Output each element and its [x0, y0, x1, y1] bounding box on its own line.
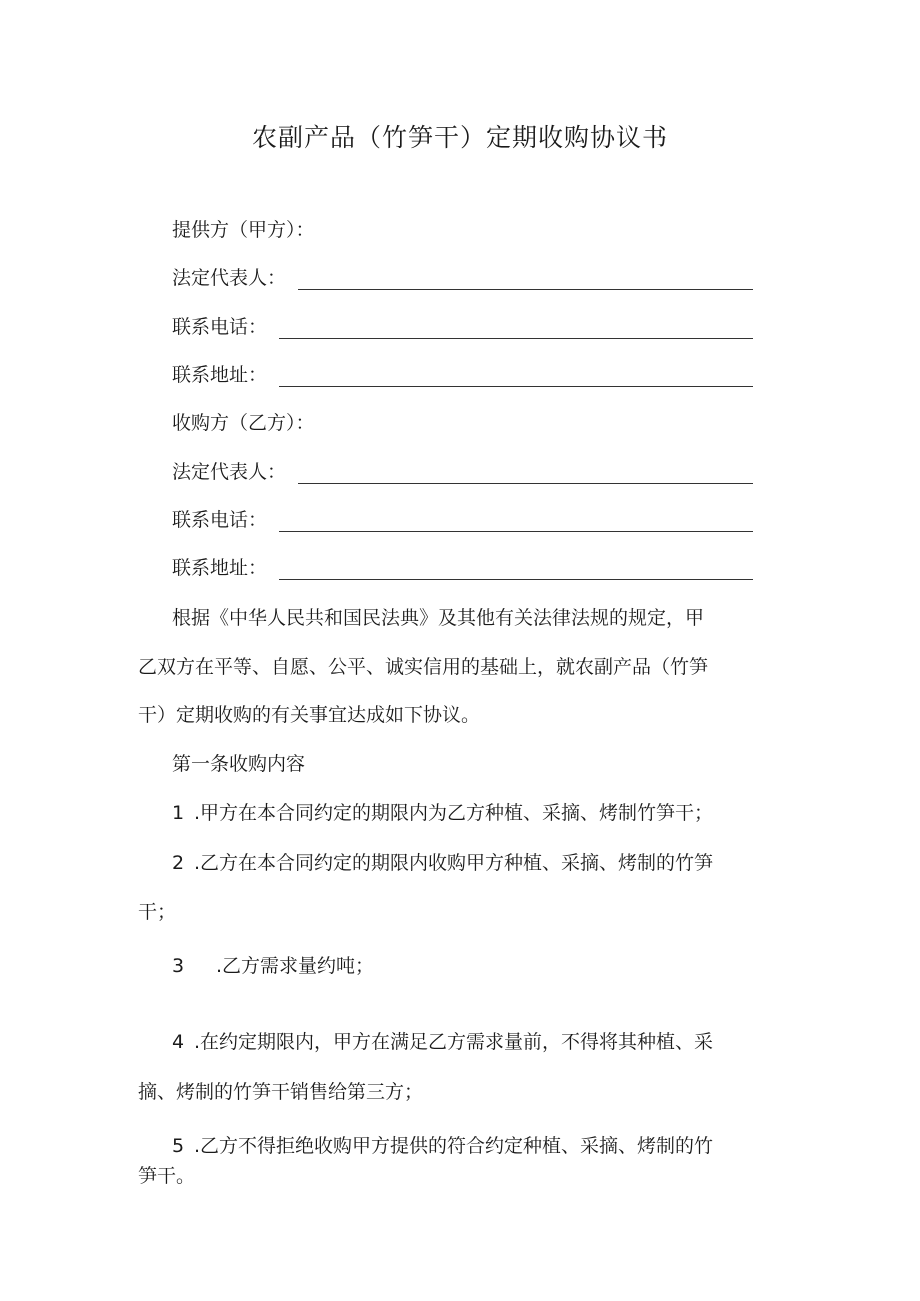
item-3-number: 3 — [172, 955, 185, 977]
item-1-number: 1 — [172, 802, 185, 824]
party-b-address-label: 联系地址： — [172, 557, 268, 579]
item-4-text-line-1: .在约定期限内，甲方在满足乙方需求量前，不得将其种植、采 — [194, 1031, 714, 1053]
party-b-rep-blank[interactable] — [298, 463, 753, 484]
party-a-address-field — [172, 363, 753, 387]
party-a-address-label: 联系地址： — [172, 364, 268, 386]
party-b-heading: 收购方（乙方）： — [172, 412, 315, 434]
article-1-item-3 — [172, 954, 374, 978]
party-a-rep-field — [172, 266, 753, 290]
item-3-text: .乙方需求量约吨； — [216, 955, 375, 977]
item-2-text-line-2: 干； — [138, 901, 177, 923]
party-b-rep-field — [172, 460, 753, 484]
item-5-text-line-1: .乙方不得拒绝收购甲方提供的符合约定种植、采摘、烤制的竹 — [194, 1135, 714, 1157]
party-a-heading: 提供方（甲方）： — [172, 219, 315, 241]
article-1-item-4 — [172, 1030, 713, 1054]
preamble-line-3: 干）定期收购的有关事宜达成如下协议。 — [138, 704, 481, 726]
item-5-number: 5 — [172, 1135, 185, 1157]
party-b-phone-field — [172, 508, 753, 532]
item-2-text-line-1: .乙方在本合同约定的期限内收购甲方种植、采摘、烤制的竹笋 — [194, 852, 714, 874]
article-1-item-2 — [172, 851, 713, 875]
item-4-text-line-2: 摘、烤制的竹笋干销售给第三方； — [138, 1081, 424, 1103]
party-a-rep-label: 法定代表人： — [172, 267, 287, 289]
preamble-line-2: 乙双方在平等、自愿、公平、诚实信用的基础上，就农副产品（竹笋 — [138, 656, 709, 678]
party-a-phone-blank[interactable] — [279, 318, 753, 339]
party-a-phone-label: 联系电话： — [172, 316, 268, 338]
party-a-phone-field — [172, 315, 753, 339]
party-b-rep-label: 法定代表人： — [172, 461, 287, 483]
party-a-rep-blank[interactable] — [298, 269, 753, 290]
preamble-line-1: 根据《中华人民共和国民法典》及其他有关法律法规的规定，甲 — [172, 607, 705, 629]
party-b-phone-blank[interactable] — [279, 511, 753, 532]
item-4-number: 4 — [172, 1031, 185, 1053]
party-a-address-blank[interactable] — [279, 366, 753, 387]
item-5-text-line-2: 笋干。 — [138, 1165, 196, 1187]
item-2-number: 2 — [172, 852, 185, 874]
party-b-address-blank[interactable] — [279, 559, 753, 580]
party-b-phone-label: 联系电话： — [172, 509, 268, 531]
document-title: 农副产品（竹笋干）定期收购协议书 — [251, 123, 668, 152]
article-1-item-5 — [172, 1134, 713, 1158]
article-1-item-1 — [172, 801, 713, 825]
item-1-text: .甲方在本合同约定的期限内为乙方种植、采摘、烤制竹笋干； — [194, 802, 714, 824]
party-b-address-field — [172, 556, 753, 580]
article-1-heading: 第一条收购内容 — [172, 753, 306, 775]
